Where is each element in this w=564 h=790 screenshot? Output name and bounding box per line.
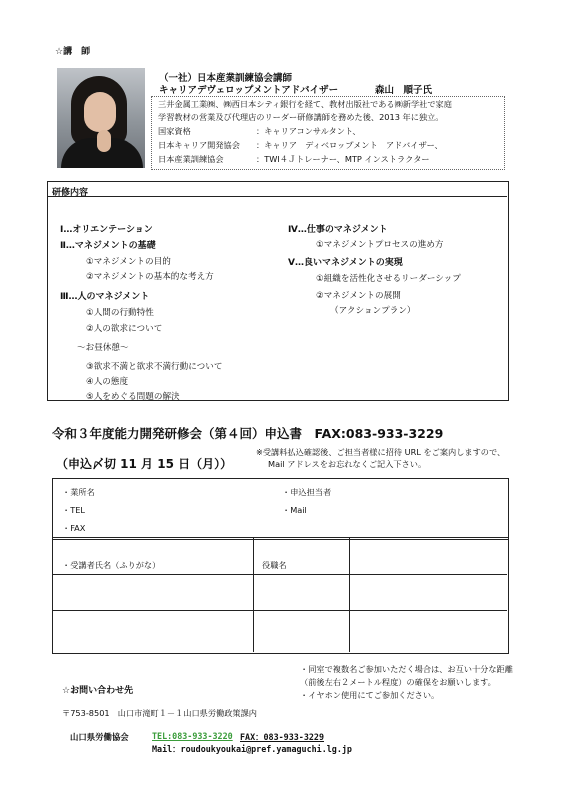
table-column-divider [349, 537, 350, 652]
qualification-key: 国家資格 [158, 126, 191, 136]
contact-org: 山口県労働協会 [70, 732, 129, 742]
course-item: ②マネジメントの基本的な考え方 [86, 272, 214, 282]
course-item: ①マネジメントプロセスの進め方 [316, 240, 444, 250]
table-row-divider [52, 610, 507, 611]
course-section-heading: Ⅳ…仕事のマネジメント [288, 225, 388, 235]
table-row-divider [52, 574, 507, 575]
course-section-heading: Ⅲ…人のマネジメント [60, 292, 150, 302]
instructor-name: 森山 順子氏 [375, 85, 433, 96]
mail-field-label[interactable]: ・Mail [282, 505, 307, 515]
application-note: ※受講料払込確認後、ご担当者様に招待 URL をご案内しますので、 [256, 447, 506, 457]
bio-line: 学習教材の営業及び代理店のリーダー研修講師を務めた後、2013 年に独立。 [158, 112, 444, 122]
contact-mail[interactable]: Mail：roudoukyoukai@pref.yamaguchi.lg.jp [152, 744, 352, 754]
course-item: ①人間の行動特性 [86, 308, 154, 318]
course-item: ②人の欲求について [86, 324, 163, 334]
instructor-photo [57, 68, 145, 168]
bio-line: 三井金属工業㈱、㈱西日本シティ銀行を経て、教材出版社である㈱新学社で家庭 [158, 99, 452, 109]
application-note: Mail アドレスをお忘れなくご記入下さい。 [268, 459, 427, 469]
contact-fax: FAX：083-933-3229 [240, 732, 325, 742]
instructor-heading: ☆講 師 [55, 47, 91, 57]
fax-field-label[interactable]: ・FAX [62, 523, 86, 533]
qualification-key: 日本キャリア開発協会 [158, 140, 240, 150]
table-column-divider [253, 537, 254, 652]
qualification-value: ：キャリア ディベロップメント アドバイザー、 [256, 140, 443, 150]
course-item: ①マネジメントの目的 [86, 257, 171, 267]
position-header: 役職名 [262, 560, 287, 570]
application-info-box [52, 478, 509, 540]
application-title: 令和３年度能力開発研修会（第４回）申込書 FAX:083-933-3229 [52, 426, 444, 441]
contact-address: 〒753-8501 山口市滝町１－１山口県労働政策課内 [62, 708, 257, 718]
course-section-heading: Ⅴ…良いマネジメントの実現 [288, 258, 403, 268]
course-item: ①組織を活性化させるリーダーシップ [316, 274, 461, 284]
qualification-value: ：TWI４Ｊトレーナー、MTP インストラクター [256, 154, 430, 164]
contact-heading: ☆お問い合わせ先 [62, 686, 134, 696]
application-deadline: （申込〆切 11 月 15 日（月）） [56, 457, 233, 471]
company-field-label[interactable]: ・業所名 [62, 487, 95, 497]
footer-note: ・イヤホン使用にてご参加ください。 [300, 690, 440, 700]
course-item: ⑤人をめぐる問題の解決 [86, 392, 180, 402]
attendee-table [52, 537, 509, 654]
course-section-heading: Ⅱ…マネジメントの基礎 [60, 241, 156, 251]
course-item: ④人の態度 [86, 377, 129, 387]
tel-field-label[interactable]: ・TEL [62, 505, 85, 515]
course-item: （アクションプラン） [330, 306, 416, 316]
attendee-name-header: ・受講者氏名（ふりがな） [62, 560, 161, 570]
instructor-role-title: キャリアデヴェロップメントアドバイザー [159, 85, 339, 96]
course-heading: 研修内容 [52, 188, 89, 198]
course-item: ③欲求不満と欲求不満行動について [86, 362, 223, 372]
instructor-org-title: （一社）日本産業訓練協会講師 [159, 73, 293, 84]
course-section-heading: Ⅰ…オリエンテーション [60, 225, 153, 235]
qualification-value: ：キャリアコンサルタント、 [256, 126, 361, 136]
footer-note: （前後左右２メートル程度）の確保をお願いします。 [300, 677, 496, 687]
course-title-divider [47, 196, 507, 197]
course-item: ②マネジメントの展開 [316, 291, 401, 301]
contact-person-field-label[interactable]: ・申込担当者 [282, 487, 332, 497]
lunch-break: ～お昼休憩～ [77, 343, 129, 353]
footer-note: ・同室で複数名ご参加いただく場合は、お互い十分な距離 [300, 664, 513, 674]
contact-tel-link[interactable]: TEL:083-933-3220 [152, 731, 233, 741]
qualification-key: 日本産業訓練協会 [158, 154, 224, 164]
